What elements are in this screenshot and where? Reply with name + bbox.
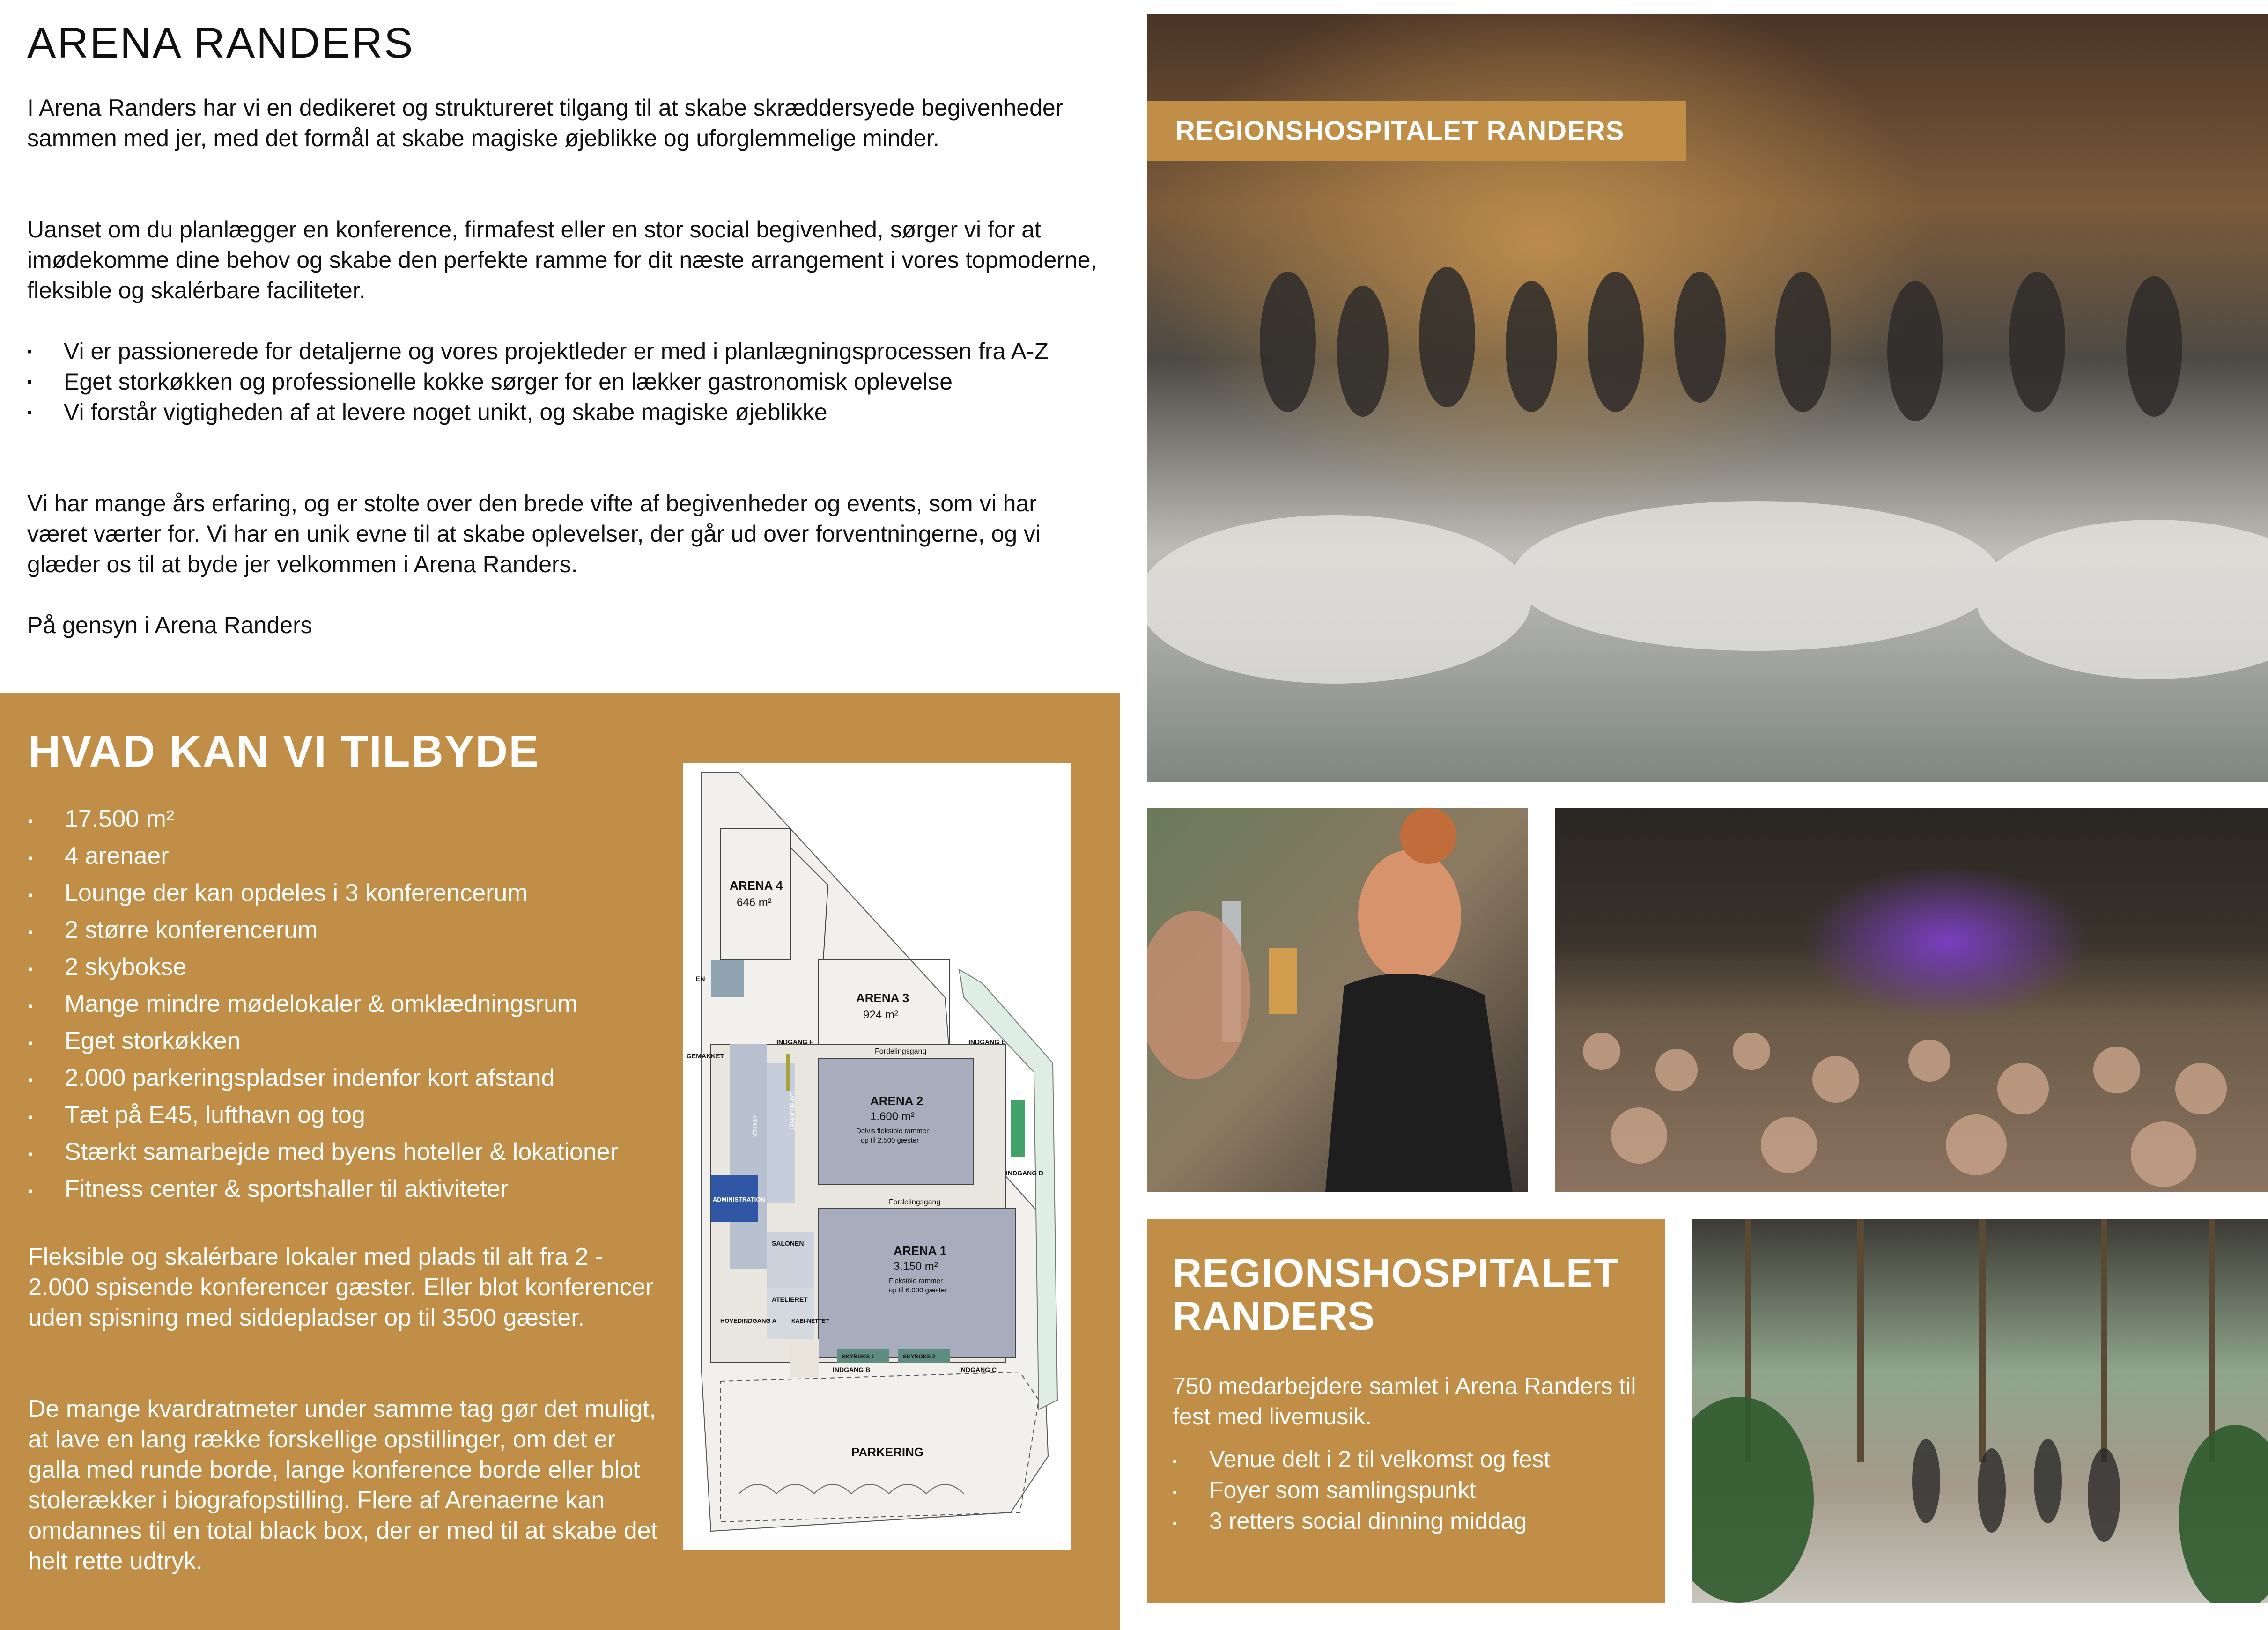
intro-bullet: ▪ Vi forstår vigtigheden af at levere noget unikt, og skabe magiske øjeblikke (27, 397, 1123, 428)
salonen-label: SALONEN (772, 1239, 804, 1247)
entrance-d-label: INDGANG D (1006, 1169, 1044, 1177)
photo-caption-label: REGIONSHOSPITALET RANDERS (1147, 101, 1686, 161)
case-panel (1147, 1219, 1665, 1603)
kitchen-label: KØKKEN (752, 1114, 758, 1138)
intro-paragraph-3-text: Vi har mange års erfaring, og er stolte over den brede vifte af begivenheder og events, som vi har været værter for. Vi har en unik evne til at skabe oplevelser, der går ud over forventningerne, og vi glæder os til at byde jer velkommen i Arena Randers. (27, 490, 1041, 577)
arena2-note: Delvis fleksible rammer (856, 1127, 929, 1135)
kabinettet-label: KABI-NETTET (791, 1318, 829, 1324)
skybox1-label: SKYBOKS 1 (842, 1353, 875, 1360)
offer-item: ▪ 4 arenaer (28, 838, 684, 875)
intro-paragraph-2 (27, 214, 1104, 306)
cafe-label: CAFÉRUMMET (789, 1091, 796, 1131)
parking-label: PARKERING (851, 1445, 924, 1459)
main-entrance-label: HOVEDINDGANG A (720, 1317, 777, 1324)
intro-bullet: ▪ Vi er passionerede for detaljerne og vores projektleder er med i planlægningsprocessen fra A-Z (27, 336, 1123, 367)
intro-closing: På gensyn i Arena Randers (27, 612, 312, 638)
intro-paragraph-1 (27, 93, 1104, 154)
arena1-name: ARENA 1 (894, 1244, 947, 1258)
intro-paragraph-3 (27, 488, 1057, 580)
concert-photo (1555, 808, 2268, 1192)
offer-item: ▪ Tæt på E45, lufthavn og tog (28, 1097, 684, 1134)
offer-item: ▪ 17.500 m² (28, 801, 684, 838)
offer-title: HVAD KAN VI TILBYDE (28, 726, 540, 776)
bartender-photo (1147, 808, 1528, 1192)
offer-item: ▪ Fitness center & sportshaller til aktiviteter (28, 1171, 684, 1208)
corridor-label: Fordelingsgang (875, 1047, 927, 1055)
atelieret-label: ATELIERET (772, 1296, 808, 1303)
offer-item: ▪ 2.000 parkeringspladser indenfor kort afstand (28, 1060, 684, 1097)
entrance-c-label: INDGANG C (959, 1366, 997, 1373)
skybox2-label: SKYBOKS 2 (903, 1353, 936, 1360)
arena1-note: Fleksible rammer (889, 1277, 943, 1285)
arena3-area: 924 m² (863, 1009, 898, 1021)
service-corridor (730, 1044, 767, 1269)
offer-item: ▪ Mange mindre mødelokaler & omklædningsrum (28, 986, 684, 1023)
case-bullet: ▪ 3 retters social dinning middag (1173, 1505, 1660, 1536)
case-description: 750 medarbejdere samlet i Arena Randers til fest med livemusik. (1173, 1373, 1636, 1430)
arena4-name: ARENA 4 (730, 878, 783, 892)
case-bullet: ▪ Foyer som samlingspunkt (1173, 1475, 1660, 1505)
gemakket-label: GEMAKKET (687, 1052, 724, 1060)
arena3-name: ARENA 3 (856, 991, 909, 1005)
intro-paragraph-1-text: I Arena Randers har vi en dedikeret og struktureret tilgang til at skabe skræddersyede begivenheder sammen med jer, med det formål at skabe magiske øjeblikke og uforglemmelige minder. (27, 95, 1064, 151)
page-title: ARENA RANDERS (27, 19, 414, 67)
en-label: EN (696, 975, 705, 982)
arena1-capacity: op til 6.000 gæster (889, 1286, 947, 1294)
case-title: REGIONSHOSPITALET RANDERS (1173, 1251, 1618, 1339)
administration-label: ADMINISTRATION (713, 1196, 765, 1203)
arena2-name: ARENA 2 (870, 1094, 923, 1108)
intro-bullet: ▪ Eget storkøkken og professionelle kokke sørger for en lækker gastronomisk oplevelse (27, 367, 1123, 397)
case-bullet: ▪ Venue delt i 2 til velkomst og fest (1173, 1444, 1660, 1475)
foyer-photo (1692, 1219, 2268, 1603)
case-bullet-list (1173, 1444, 1660, 1536)
arena1-area: 3.150 m² (894, 1260, 938, 1273)
offer-item: ▪ 2 skybokse (28, 949, 684, 986)
offer-list (28, 801, 684, 1208)
offer-item: ▪ 2 større konferencerum (28, 912, 684, 949)
offer-item: ▪ Stærkt samarbejde med byens hoteller & lokationer (28, 1134, 684, 1171)
entrance-f-label: INDGANG F (776, 1038, 813, 1046)
corridor-label: Fordelingsgang (889, 1198, 941, 1206)
arena2-capacity: op til 2.500 gæster (861, 1136, 919, 1144)
offer-paragraph-2: De mange kvardratmeter under samme tag gør det muligt, at lave en lang række forskellige opstillinger, om det er galla med runde borde, lange konference borde eller blot stolerækker i biografopstilling. Flere af Arenaerne kan omdannes til en total black box, der er med til at skabe det helt rette udtryk. (28, 1395, 658, 1575)
offer-item: ▪ Lounge der kan opdeles i 3 konferencerum (28, 875, 684, 912)
entrance-b-label: INDGANG B (833, 1366, 871, 1373)
arena4-area: 646 m² (737, 896, 772, 909)
offer-item: ▪ Eget storkøkken (28, 1023, 684, 1060)
intro-paragraph-2-text: Uanset om du planlægger en konference, firmafest eller en stor social begivenhed, sørger vi for at imødekomme dine behov og skabe den perfekte ramme for dit næste arrangement i vores topmoderne, fleksible og skalérbare faciliteter. (27, 216, 1097, 303)
floor-plan (683, 763, 1071, 1550)
entrance-e-label: INDGANG E (968, 1038, 1006, 1046)
offer-paragraph-1: Fleksible og skalérbare lokaler med plads til alt fra 2 - 2.000 spisende konferencer gæster. Eller blot konferencer uden spisning med siddepladser op til 3500 gæster. (28, 1243, 654, 1331)
intro-bullet-list (27, 336, 1123, 428)
arena2-area: 1.600 m² (870, 1110, 915, 1123)
